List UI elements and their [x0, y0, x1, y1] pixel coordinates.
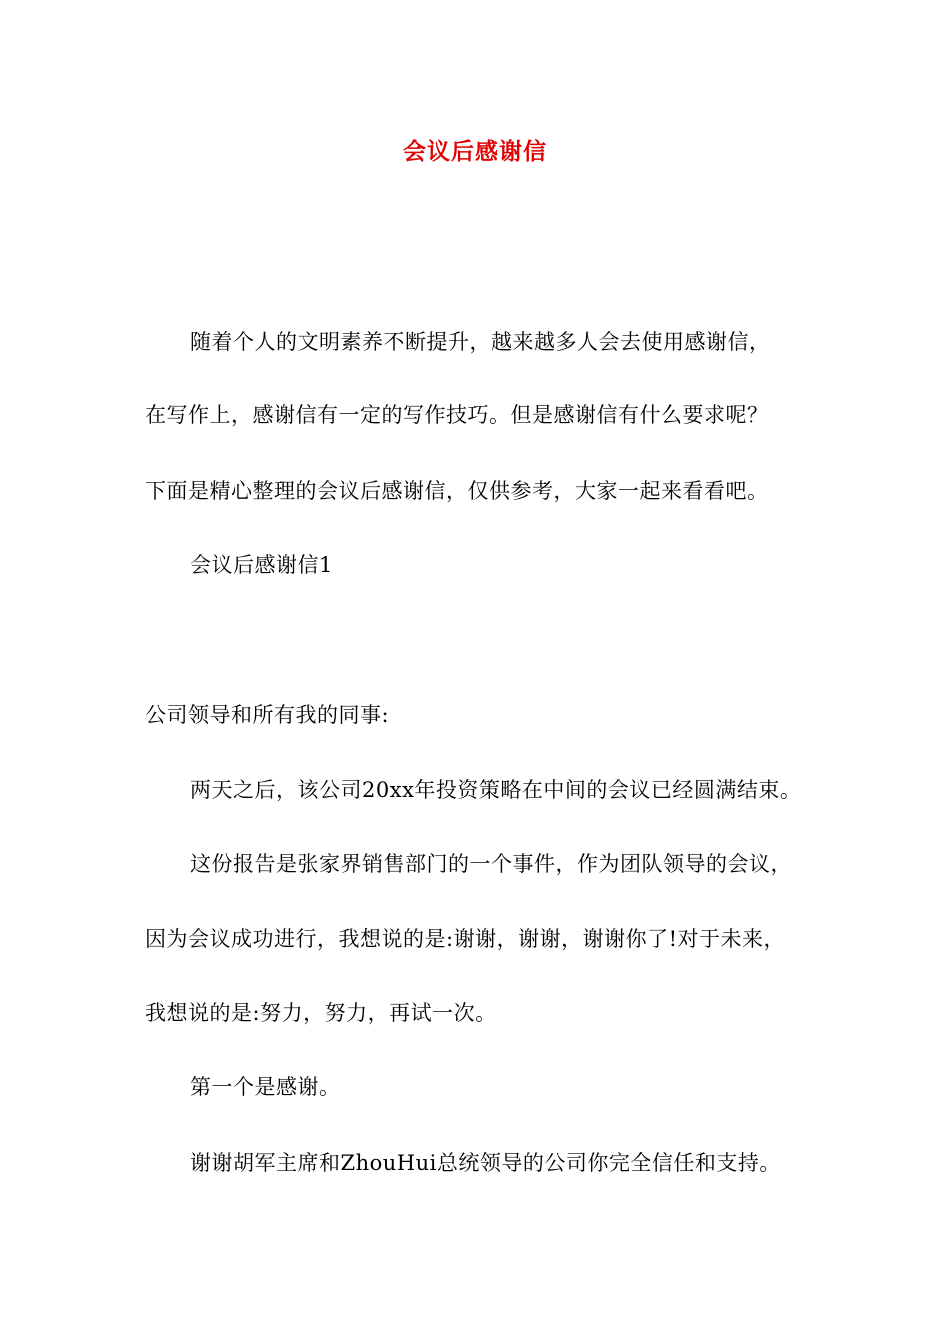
section-heading: 会议后感谢信1	[190, 553, 333, 577]
body-line-6: 谢谢胡军主席和ZhouHui总统领导的公司你完全信任和支持。	[190, 1151, 781, 1175]
intro-line-1: 随着个人的文明素养不断提升，越来越多人会去使用感谢信，	[190, 330, 771, 354]
body-line-5: 第一个是感谢。	[190, 1075, 341, 1099]
body-line-2: 这份报告是张家界销售部门的一个事件，作为团队领导的会议，	[190, 852, 792, 876]
body-line-4: 我想说的是:努力，努力，再试一次。	[145, 1001, 497, 1025]
body-line-1: 两天之后，该公司20xx年投资策略在中间的会议已经圆满结束。	[190, 778, 802, 802]
salutation: 公司领导和所有我的同事:	[145, 703, 390, 727]
intro-line-3: 下面是精心整理的会议后感谢信，仅供参考，大家一起来看看吧。	[145, 479, 769, 503]
intro-line-2: 在写作上，感谢信有一定的写作技巧。但是感谢信有什么要求呢？	[145, 403, 769, 427]
document-title: 会议后感谢信	[403, 139, 547, 165]
body-line-3: 因为会议成功进行，我想说的是:谢谢，谢谢，谢谢你了!对于未来，	[145, 927, 786, 951]
